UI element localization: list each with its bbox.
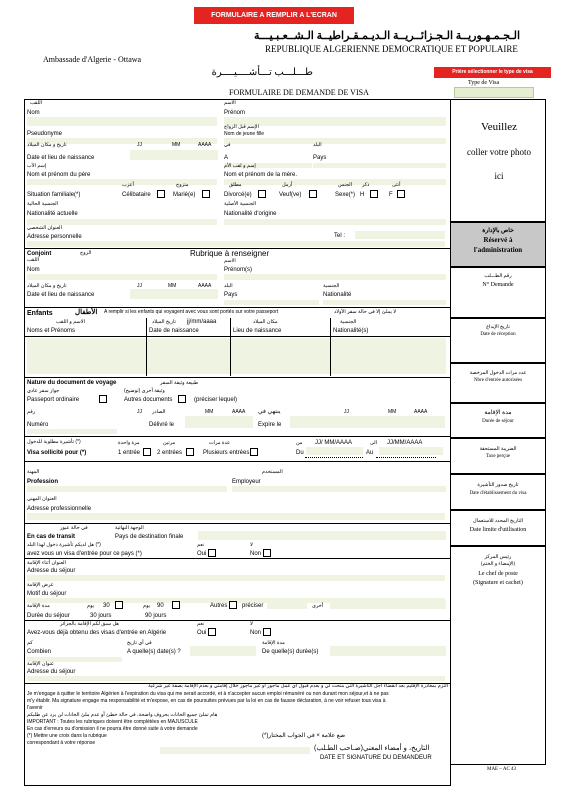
- j90-label: 90 jours: [145, 613, 167, 619]
- obtenu-oui-arabic: نعم: [197, 621, 205, 627]
- du-dots: [305, 457, 363, 458]
- demande-arabic: رقم الطـــلب: [484, 274, 512, 279]
- conjoint-title-arabic: الزوج: [80, 250, 92, 256]
- admin-demande-box: [450, 267, 546, 318]
- limite-label: Date limite d'utilisation: [469, 527, 527, 533]
- a-label: A: [224, 155, 229, 161]
- celibataire-label: Célibataire: [122, 192, 151, 198]
- conjoint-pays-label: Pays: [224, 292, 238, 298]
- etab-label: Date d'établissement du visa: [469, 491, 527, 496]
- col-separator: [146, 318, 147, 376]
- plus-checkbox[interactable]: [250, 448, 258, 456]
- important-arabic: هام تملئ جميع الخانات بحروف واضحة، في حالة خطئ أو عدم ملئ الخانات لن يرد عن طلبكم: [27, 712, 218, 718]
- profession-arabic: المهنة: [27, 469, 40, 475]
- nom-mere-input[interactable]: [224, 179, 446, 185]
- doc-aaaa-1: AAAA: [232, 409, 246, 415]
- birth-country-input[interactable]: [313, 163, 446, 168]
- doc-mm-1: MM: [205, 409, 214, 415]
- sexe-arabic: الجنس: [338, 182, 353, 188]
- aaaa-label: AAAA: [198, 142, 212, 148]
- photo-line-3: ici: [494, 171, 504, 181]
- nom-mere-label: Nom et prénom de la mère.: [224, 172, 298, 178]
- taxe-label: Taxe perçue: [485, 454, 511, 459]
- jf-arabic-label: الإسم قبل الزواج: [224, 124, 259, 130]
- obtenu-arabic: هل سبق لكم الإقامة بالجزائر: [60, 621, 119, 627]
- conjoint-prenom-label: Prénom(s): [224, 267, 253, 273]
- f-checkbox[interactable]: [397, 190, 405, 198]
- engagement-fr-1: Je m'engage à quitter le territoire Algérien à l'expiration du visa qui me serait accordé, et à n'accepter aucun emploi rémunéré ou non durant mon séjour,et à ne pas: [27, 691, 389, 697]
- plus-arabic: عدة مرات: [209, 440, 231, 446]
- j90-arabic: يوم: [143, 603, 151, 609]
- doc-jj-2: JJ: [344, 409, 349, 415]
- transit-oui-checkbox[interactable]: [208, 549, 216, 557]
- adresse-label: Adresse personnelle: [27, 234, 82, 240]
- conjoint-pays-input[interactable]: [224, 300, 319, 305]
- sejour-label: Durée de séjour: [482, 419, 514, 424]
- obtenu-oui-label: Oui: [197, 630, 207, 636]
- celibataire-arabic: أعزب: [122, 182, 134, 188]
- chef-label-1: Le chef de poste: [478, 571, 518, 577]
- employeur-label: Employeur: [232, 479, 261, 485]
- deux-arabic: مرتين: [163, 440, 176, 446]
- duree-arabic: مدة الإقامة: [27, 603, 50, 609]
- conjoint-nom-input[interactable]: [27, 274, 217, 280]
- admin-title-fr-2: l'administration: [473, 246, 523, 254]
- important-1: IMPORTANT : Toutes les rubriques doivent être complétées en MAJUSCULE: [27, 719, 198, 725]
- numero-label: Numéro: [27, 422, 49, 428]
- admin-taxe-box: [450, 438, 546, 474]
- j30-label: 30 jours: [90, 613, 112, 619]
- sejour-adr-label: Adresse du séjour: [27, 568, 76, 574]
- quelle-date-label: A quelle(s) date(s) ?: [127, 649, 181, 655]
- expire-input[interactable]: [290, 416, 445, 428]
- visa-type-select[interactable]: [454, 87, 534, 98]
- adr-pro-input[interactable]: [27, 513, 445, 520]
- adresse-input[interactable]: [27, 241, 445, 247]
- reception-arabic: تاريخ الإيداع: [486, 325, 510, 330]
- form-title-french: FORMULAIRE DE DEMANDE DE VISA: [229, 88, 369, 97]
- croix-arabic: (*)ضع علامة × في الجواب المختار: [262, 733, 346, 739]
- conjoint-nom-arabic: اللقب: [27, 257, 40, 263]
- une-label: 1 entrée: [118, 450, 141, 456]
- autres-arabic: أخرى: [312, 603, 324, 609]
- admin-sejour-box: [450, 403, 546, 438]
- nat-act-label: Nationalité actuelle: [27, 211, 78, 217]
- conjoint-mm: MM: [168, 283, 177, 289]
- obtenu-label: Avez-vous déjà obtenu des visas d'entrée en Algérie: [27, 630, 167, 636]
- combien-label: Combien: [27, 649, 52, 655]
- expire-arabic: ينتهي في: [258, 409, 281, 415]
- table-header-line: [24, 336, 451, 337]
- j90-value: 90: [157, 603, 164, 609]
- adresse-arabic: العنوان الشخصي: [27, 225, 62, 231]
- admin-title-fr-1: Réservé à: [483, 236, 513, 244]
- photo-box: [450, 99, 546, 222]
- nat-orig-input[interactable]: [224, 219, 446, 225]
- engagement-fr-3: l'avenir: [27, 705, 43, 711]
- du-format: JJ/ MM/AAAA: [315, 440, 353, 446]
- col3-label: Lieu de naissance: [233, 328, 282, 334]
- sejour-arabic: مدة الإقامة: [484, 410, 512, 416]
- heberg-label: Adresse du séjour: [27, 669, 76, 675]
- important-3: (*) Mettre une croix dans la rubrique: [27, 733, 107, 739]
- divider: [24, 307, 451, 308]
- dest-input[interactable]: [198, 531, 446, 540]
- au-label: Au: [366, 450, 374, 456]
- autres-duree-input[interactable]: [330, 601, 446, 609]
- combien-arabic: كم: [27, 640, 33, 646]
- passeport-arabic: جواز سفر عادي: [27, 388, 60, 394]
- situation-label: Situation familiale(*): [27, 192, 81, 198]
- conjoint-jj: JJ: [137, 283, 142, 289]
- au-arabic: الى: [370, 440, 378, 446]
- sexe-label: Sexe(*): [335, 192, 356, 198]
- duree2-label: De quelle(s) durée(s): [262, 649, 319, 655]
- plus-label: Plusieurs entrées: [203, 450, 250, 456]
- pays-label: Pays: [313, 155, 327, 161]
- expire-label: Expire le: [258, 422, 282, 428]
- embassy-name: Ambassade d'Algerie - Ottawa: [43, 55, 142, 64]
- a-arabic-label: في: [224, 142, 231, 148]
- veuf-arabic: أرمل: [282, 182, 293, 188]
- autres-label: Autres documents: [124, 397, 173, 403]
- question-arabic: هل لديكم تأشيرة دخول لهذا البلد (*): [27, 542, 101, 548]
- duree2-arabic: مدة الإقامة: [262, 640, 285, 646]
- col2-arabic: تاريخ الميلاد: [152, 319, 176, 325]
- au-input[interactable]: [379, 447, 443, 455]
- doc-mm-2: MM: [388, 409, 397, 415]
- obtenu-non-label: Non: [250, 630, 262, 636]
- doc-jj-1: JJ: [137, 409, 142, 415]
- jj-label: JJ: [137, 142, 142, 148]
- signature-label: DATE ET SIGNATURE DU DEMANDEUR: [320, 755, 432, 761]
- profession-input[interactable]: [27, 486, 227, 492]
- etab-arabic: تاريخ صدور التأشيرة: [477, 483, 519, 488]
- transit-label: En cas de transit: [27, 534, 76, 540]
- mm-label: MM: [172, 142, 181, 148]
- jeune-fille-label: Nom de jeune fille: [224, 131, 265, 137]
- du-label: Du: [296, 450, 304, 456]
- nom-pere-label: Nom et prénom du père: [27, 172, 91, 178]
- enfants-title-arabic: الأطفال: [75, 309, 98, 316]
- photo-line-2: coller votre photo: [467, 147, 531, 157]
- conjoint-naiss-arabic: تاريخ و مكان الميلاد: [27, 283, 67, 289]
- j30-value: 30: [103, 603, 110, 609]
- select-visa-type-label: Prière sélectionner le type de visa: [452, 69, 533, 75]
- jeune-fille-input[interactable]: [224, 138, 446, 144]
- col-separator: [330, 318, 331, 376]
- transit-non-label: Non: [250, 551, 262, 557]
- h-arabic: ذكر: [362, 182, 370, 188]
- numero-input[interactable]: [27, 429, 117, 434]
- chef-arabic-2: (الإمضاء و الختم): [480, 562, 516, 567]
- j30-arabic: يوم: [87, 603, 95, 609]
- divorce-arabic: مطلق: [229, 182, 242, 188]
- veuf-label: Veuf(ve): [279, 192, 302, 198]
- deux-label: 2 entrées: [157, 450, 183, 456]
- conjoint-nat-label: Nationalité: [323, 292, 352, 298]
- col2-format: jj/mm/aaaa: [187, 319, 217, 325]
- j30-checkbox[interactable]: [115, 601, 123, 609]
- obtenu-non-checkbox[interactable]: [263, 628, 271, 636]
- marie-arabic: متزوج: [176, 182, 189, 188]
- preciser-duree-input[interactable]: [267, 601, 307, 609]
- chef-arabic: رئيس المركز: [484, 555, 512, 560]
- birth-date-input[interactable]: [130, 150, 218, 160]
- mere-arabic-label: إسم و لقب الأم: [224, 163, 256, 169]
- visa-type-label: Type de Visa: [468, 80, 500, 86]
- divider: [24, 377, 451, 378]
- col1-arabic: الاسم و اللقب: [56, 319, 85, 325]
- fill-on-screen-label: FORMULAIRE A REMPLIR A L'ECRAN: [211, 12, 337, 19]
- reception-label: Date de réception: [480, 332, 516, 337]
- duree-label: Durée du séjour: [27, 613, 70, 619]
- col3-arabic: مكان الميلاد: [253, 319, 278, 325]
- conjoint-nat-arabic: الجنسية: [323, 283, 340, 289]
- taxe-arabic: الضريبة المستحقة: [479, 447, 517, 452]
- signature-arabic: التاريخ، و أمضاء المعني(صـاحب الطـلب): [314, 745, 430, 752]
- du-input[interactable]: [306, 447, 363, 455]
- h-label: H: [360, 192, 365, 198]
- conjoint-nom-label: Nom: [27, 267, 40, 273]
- autres-duree-checkbox[interactable]: [229, 601, 237, 609]
- au-dots: [376, 457, 436, 458]
- document-title: Nature du document de voyage: [27, 380, 117, 386]
- question-label: avez vous un visa d'entrée pour ce pays (*): [27, 551, 142, 557]
- delivre-label: Délivré le: [149, 422, 175, 428]
- divider: [24, 461, 451, 462]
- limite-arabic: التاريخ المحدد للاستعمال: [472, 519, 524, 524]
- col1-label: Noms et Prénoms: [27, 328, 76, 334]
- prenom-label: Prénom: [224, 110, 246, 116]
- admin-entrees-box: [450, 363, 546, 403]
- naissance-arabic-label: تاريخ و مكان الميلاد: [27, 142, 67, 148]
- obtenu-non-arabic: لا: [250, 621, 253, 627]
- conjoint-prenom-arabic: الاسم: [224, 258, 236, 264]
- quelle-date-arabic: في أي تاريخ: [127, 640, 152, 646]
- heberg-input[interactable]: [27, 676, 445, 681]
- autres-duree-label: Autres: [210, 603, 228, 609]
- motif-arabic: غرض الإقامة: [27, 582, 54, 588]
- divider: [24, 523, 451, 524]
- une-checkbox[interactable]: [143, 448, 151, 456]
- entrees-arabic: عدد مرات الدخول المرخصة: [469, 371, 527, 376]
- veuf-checkbox[interactable]: [309, 190, 317, 198]
- divider: [24, 558, 451, 559]
- pseudonyme-label: Pseudonyme: [27, 131, 63, 137]
- date-lieu-label: Date et lieu de naissance: [27, 155, 95, 161]
- divider: [24, 436, 451, 437]
- pere-arabic-label: إسم الأب: [27, 163, 47, 169]
- marie-label: Marié(e): [173, 192, 196, 198]
- duree2-input[interactable]: [330, 646, 446, 656]
- important-4: correspondant à votre réponse: [27, 740, 96, 746]
- republic-french-title: REPUBLIQUE ALGERIENNE DEMOCRATIQUE ET POPULAIRE: [265, 44, 518, 54]
- col4-arabic: الجنسية: [340, 319, 357, 325]
- preciser-label: (préciser lequel): [194, 397, 238, 403]
- engagement-arabic: التزم بمغادرة الإقليم بعد انقضاء أجل التأشيرة التي منحت لي و بعدم قبول أي عمل مأجور أو غير مأجور خلال إقامتي و بعدم الإقامة بصفة غير شرعية: [148, 684, 448, 689]
- profession-label: Profession: [27, 479, 59, 485]
- col2-label: Date de naissance: [149, 328, 199, 334]
- nat-act-arabic: الجنسية الحالية: [27, 201, 59, 207]
- enfants-title: Enfants: [27, 310, 53, 317]
- form-reference: MAE – AC 43: [487, 767, 517, 772]
- une-arabic: مرة واحدة: [118, 440, 140, 446]
- enfants-note: A remplir si les enfants qui voyagent avec vous sont portés sur votre passeport: [104, 309, 279, 315]
- nat-orig-label: Nationalité d'origine: [224, 211, 277, 217]
- delivre-arabic: الصادر: [152, 409, 166, 415]
- signature-input[interactable]: [160, 747, 310, 754]
- chef-label-2: (Signature et cachet): [473, 580, 523, 586]
- doc-aaaa-2: AAAA: [414, 409, 428, 415]
- engagement-fr-2: m'y établir. Ma signature engage ma responsabilité et m'expose, en cas de poursuites prévues par la loi en cas de fausse déclaration, à ne voir refuser tous visa à: [27, 698, 386, 704]
- tel-input[interactable]: [355, 231, 445, 239]
- preciser-duree-label: préciser: [242, 603, 264, 609]
- employeur-input[interactable]: [232, 486, 446, 492]
- autres-arabic: وثيقة أخرى (توضيح): [124, 388, 165, 394]
- passeport-label: Passeport ordinaire: [27, 397, 80, 403]
- document-title-arabic: طبيعة وثيقة السفر: [160, 380, 199, 386]
- admin-reception-box: [450, 318, 546, 363]
- prenom-arabic-label: الاسم: [224, 100, 236, 106]
- motif-label: Motif du séjour: [27, 591, 67, 597]
- transit-arabic: في حالة عبور: [60, 525, 88, 531]
- transit-non-checkbox[interactable]: [263, 549, 271, 557]
- j90-checkbox[interactable]: [172, 601, 180, 609]
- photo-line-1: Veuillez: [480, 121, 518, 133]
- admin-limite-box: [450, 510, 546, 546]
- adr-pro-label: Adresse professionnelle: [27, 506, 92, 512]
- transit-oui-arabic: نعم: [197, 542, 205, 548]
- dest-label: Pays de destination finale: [115, 534, 184, 540]
- quelle-date-input[interactable]: [190, 646, 256, 656]
- enfants-note-arabic: لا يملئ إلا في حالة سفر الأولاد: [334, 309, 397, 315]
- tel-label: Tel :: [334, 233, 346, 239]
- entrees-label: Nbre d'entrée autorisées: [473, 378, 523, 383]
- numero-arabic: رقم: [27, 409, 36, 415]
- sejour-adr-arabic: العنوان أثناء الإقامة: [27, 560, 66, 566]
- f-label: F: [389, 192, 393, 198]
- conjoint-date-lieu-label: Date et lieu de naissance: [27, 292, 95, 298]
- employeur-arabic: المستخدم: [262, 469, 283, 475]
- republic-arabic-title: الـجـمـهـوريــة الـجـزائــريــة الـديـمـقـراطيــة الـشــعـبـيـــة: [254, 30, 520, 42]
- rubrique-label: Rubrique à renseigner: [190, 249, 270, 258]
- heberg-arabic: عنوان الإقامة: [27, 661, 55, 667]
- enfants-table-input[interactable]: [27, 338, 446, 374]
- admin-header-box: [450, 222, 546, 267]
- form-title-arabic: طـــلـــب تـــأشــــيــــرة: [211, 67, 313, 78]
- obtenu-oui-checkbox[interactable]: [208, 628, 216, 636]
- col-separator: [230, 318, 231, 376]
- deux-checkbox[interactable]: [186, 448, 194, 456]
- visa-title-arabic: تأشيرة مطلوبة للدخول (*): [27, 439, 81, 445]
- pays-arabic-label: البلد: [313, 142, 322, 148]
- transit-oui-label: Oui: [197, 551, 207, 557]
- passeport-checkbox[interactable]: [99, 395, 107, 403]
- conjoint-nat-input[interactable]: [323, 300, 446, 305]
- divorce-label: Divorcé(e): [224, 192, 252, 198]
- visa-title: Visa sollicité pour (*): [27, 450, 87, 456]
- demande-label: N° Demande: [482, 282, 514, 288]
- conjoint-birth-input[interactable]: [130, 289, 218, 299]
- conjoint-aaaa: AAAA: [198, 283, 212, 289]
- f-arabic: أنثى: [392, 182, 401, 188]
- col4-label: Nationalité(s): [333, 328, 369, 334]
- h-checkbox[interactable]: [370, 190, 378, 198]
- du-arabic: من: [296, 440, 303, 446]
- nom-label: Nom: [27, 110, 40, 116]
- marie-checkbox[interactable]: [202, 190, 210, 198]
- admin-etab-box: [450, 474, 546, 510]
- nom-input[interactable]: [27, 117, 217, 126]
- delivre-input[interactable]: [185, 416, 253, 428]
- sejour-adr-input[interactable]: [27, 575, 445, 581]
- celibataire-checkbox[interactable]: [157, 190, 165, 198]
- dest-arabic: الوجهة النهائية: [115, 525, 144, 531]
- admin-chef-box: [450, 546, 546, 765]
- important-2: En cas d'erreurs ou d'omission il ne pourra être donné suite à votre demande: [27, 726, 198, 732]
- nat-orig-arabic: الجنسية الأصلية: [224, 201, 257, 207]
- au-format: JJ/MM/AAAA: [387, 440, 423, 446]
- admin-title-arabic: خاص بالإدارة: [482, 228, 514, 234]
- adr-pro-arabic: العنوان المهني: [27, 496, 57, 502]
- nom-arabic-label: اللقب: [30, 100, 43, 106]
- transit-non-arabic: لا: [250, 542, 253, 548]
- divorce-checkbox[interactable]: [258, 190, 266, 198]
- conjoint-prenom-input[interactable]: [224, 274, 446, 280]
- conjoint-pays-arabic: البلد: [224, 283, 233, 289]
- conjoint-title: Conjoint: [27, 251, 52, 257]
- autres-checkbox[interactable]: [178, 395, 186, 403]
